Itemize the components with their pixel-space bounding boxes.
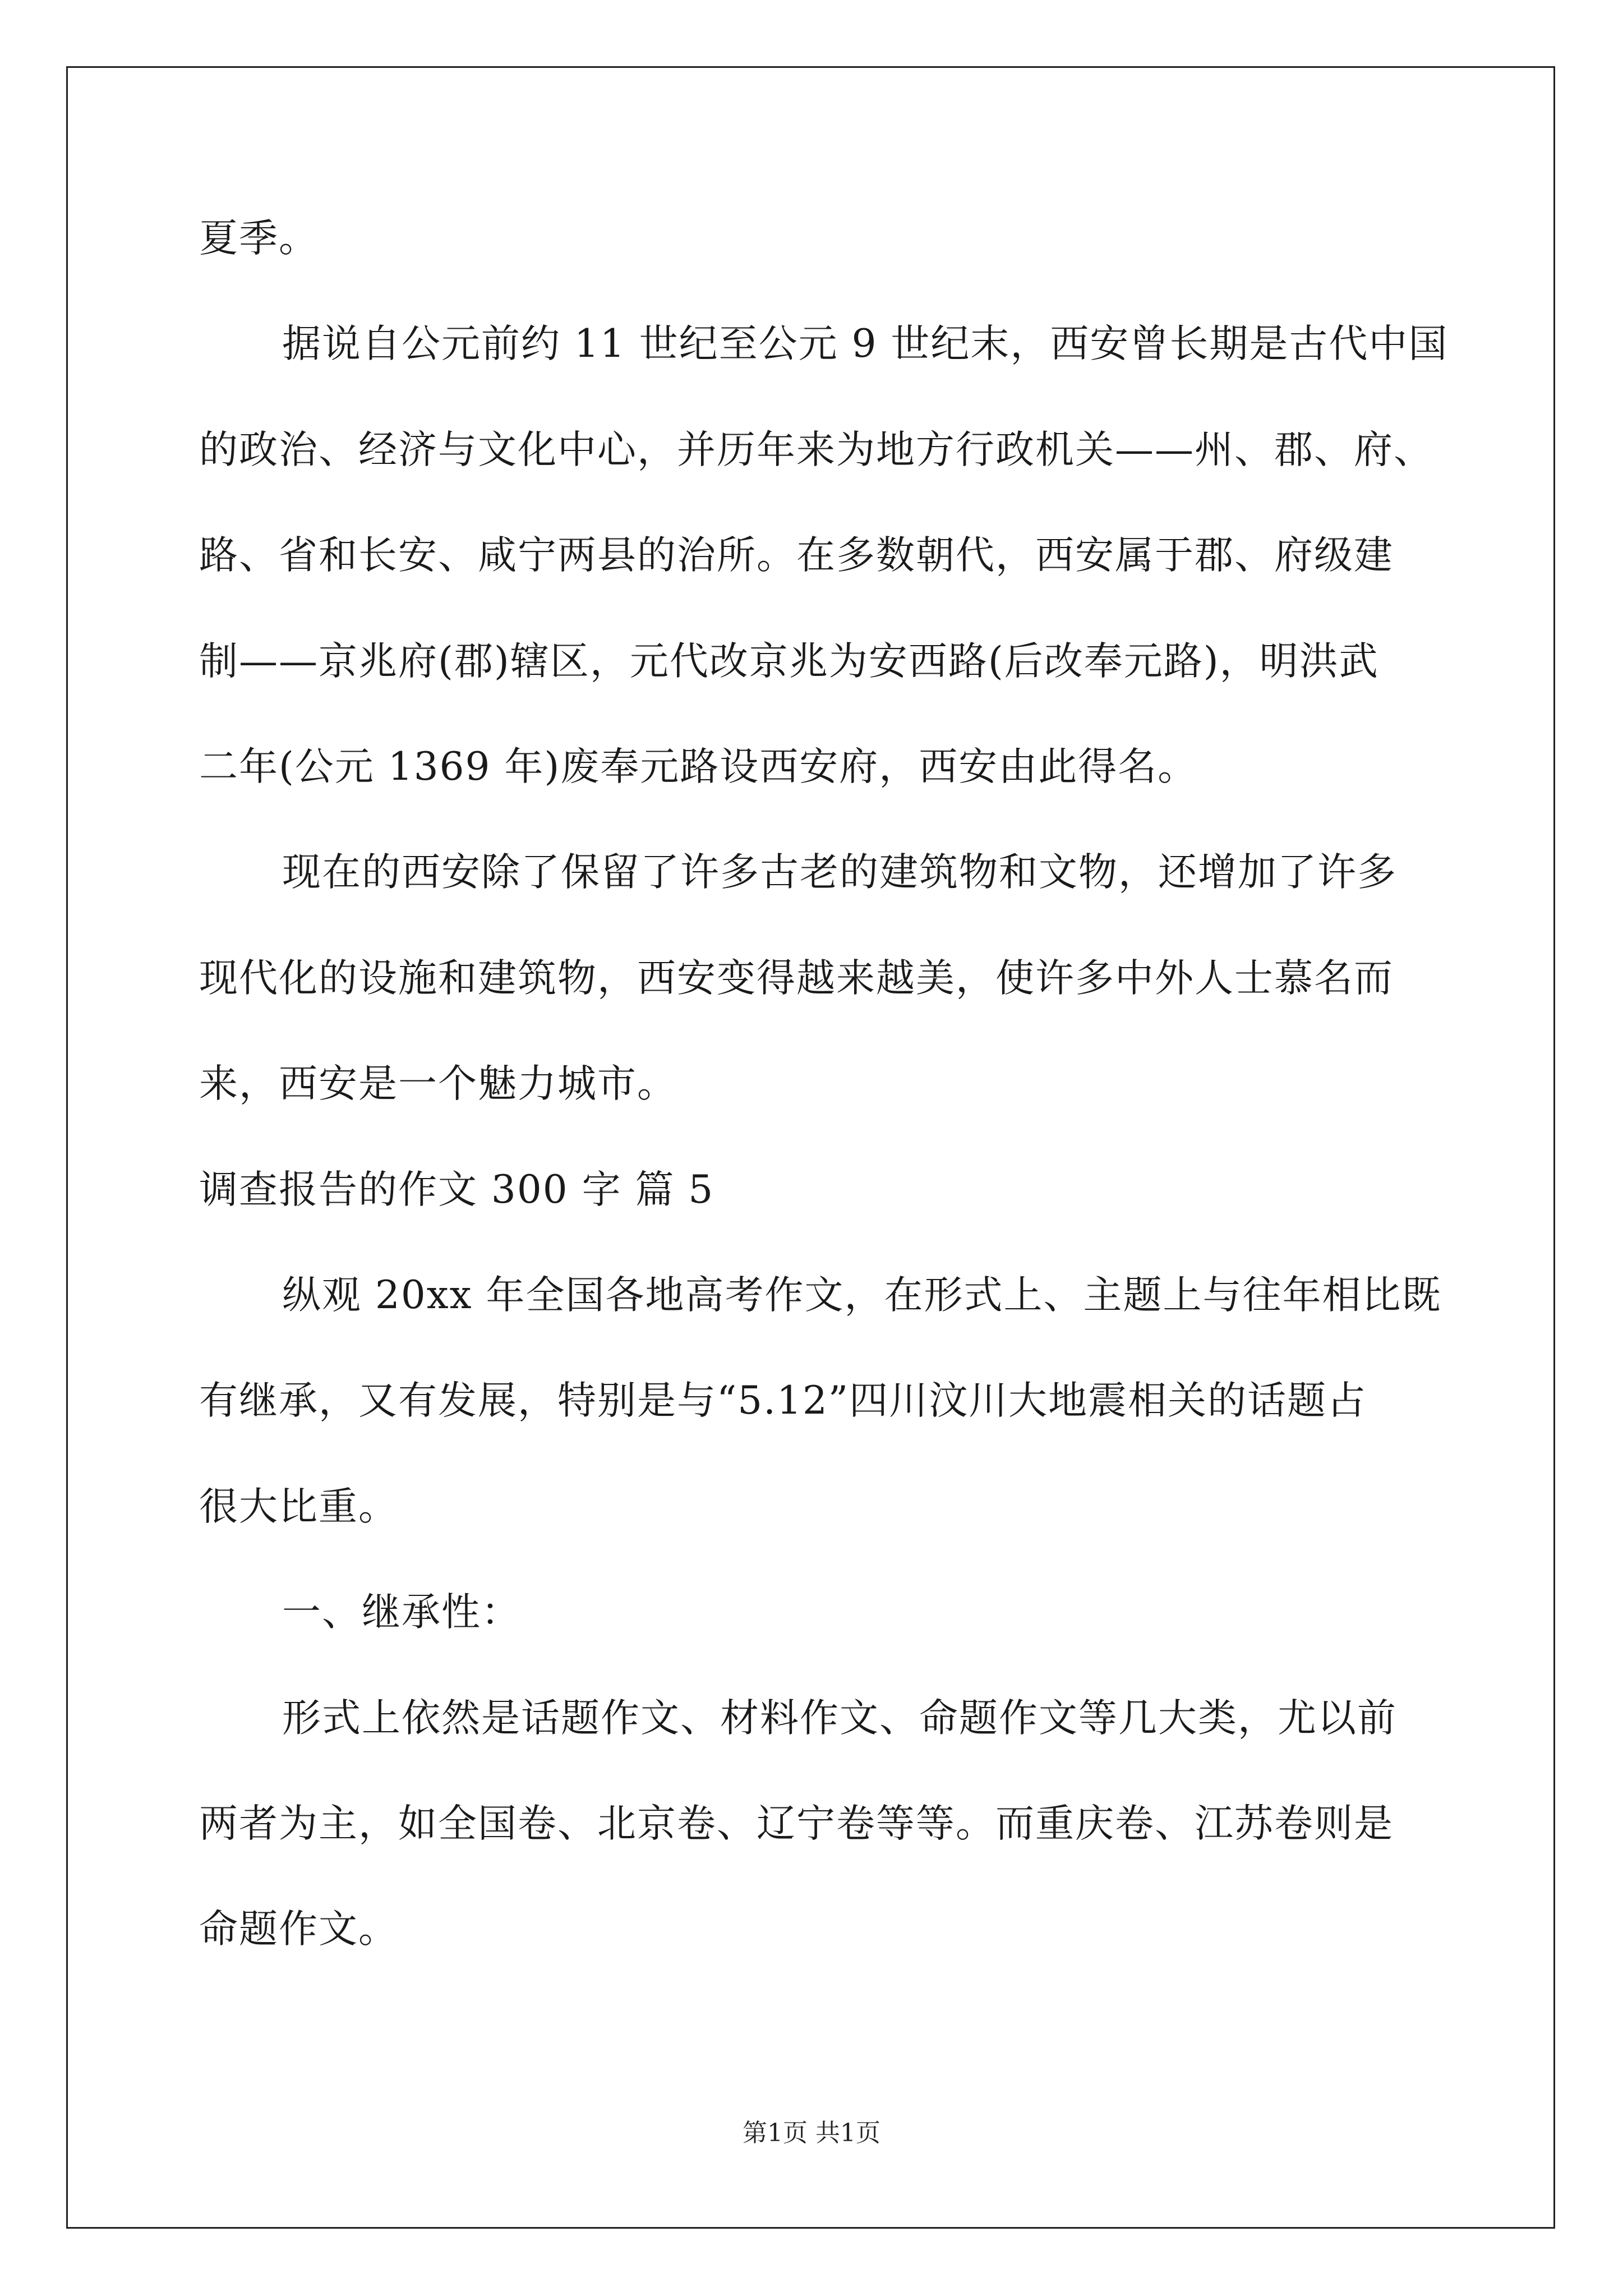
text-line: 现代化的设施和建筑物，西安变得越来越美，使许多中外人士慕名而 [199, 956, 1394, 1001]
section-heading: 调查报告的作文 300 字 篇 5 [199, 1167, 714, 1212]
paragraph-start-line: 现在的西安除了保留了许多古老的建筑物和文物，还增加了许多 [282, 850, 1397, 895]
text-line: 二年(公元 1369 年)废奉元路设西安府，西安由此得名。 [199, 744, 1198, 789]
text-line: 制——京兆府(郡)辖区，元代改京兆为安西路(后改奉元路)，明洪武 [199, 639, 1379, 684]
paragraph-start-line: 形式上依然是话题作文、材料作文、命题作文等几大类，尤以前 [282, 1696, 1397, 1741]
text-line: 命题作文。 [199, 1907, 398, 1952]
paragraph-start-line: 据说自公元前约 11 世纪至公元 9 世纪末，西安曾长期是古代中国 [282, 321, 1449, 366]
subheading-line: 一、继承性： [282, 1590, 521, 1635]
text-line: 两者为主，如全国卷、北京卷、辽宁卷等等。而重庆卷、江苏卷则是 [199, 1801, 1394, 1846]
text-line: 有继承，又有发展，特别是与“5.12”四川汶川大地震相关的话题占 [199, 1378, 1367, 1423]
text-line: 很大比重。 [199, 1484, 398, 1529]
text-line: 的政治、经济与文化中心，并历年来为地方行政机关——州、郡、府、 [199, 427, 1433, 472]
page-footer: 第1页 共1页 [743, 2119, 880, 2147]
paragraph-start-line: 纵观 20xx 年全国各地高考作文，在形式上、主题上与往年相比既 [282, 1273, 1442, 1318]
text-line: 来，西安是一个魅力城市。 [199, 1061, 677, 1106]
text-line: 夏季。 [199, 216, 319, 261]
text-line: 路、省和长安、咸宁两县的治所。在多数朝代，西安属于郡、府级建 [199, 533, 1394, 578]
